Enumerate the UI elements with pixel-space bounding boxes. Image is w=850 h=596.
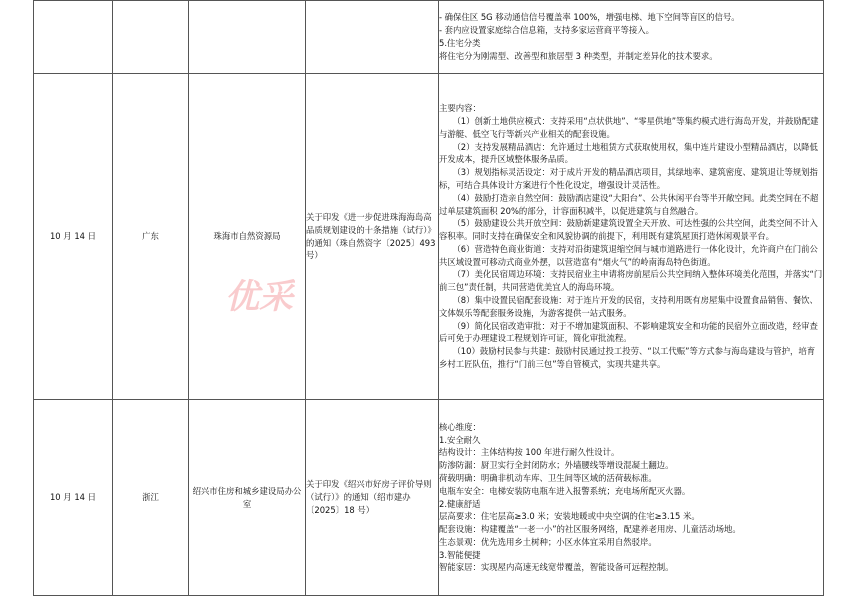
- content-line: 2.健康舒适: [439, 498, 481, 509]
- region-cell: 广东: [113, 74, 189, 400]
- content-line: 核心维度：: [439, 421, 481, 432]
- region-cell: [113, 1, 189, 74]
- content-line: （10）鼓励村民参与共建：鼓励村民通过投工投劳、“以工代赈”等方式参与海岛建设与管护，培育乡村工匠队伍，推行“门前三包”等自管模式，实现共建共享。: [439, 346, 816, 370]
- content-cell: [439, 1, 824, 74]
- date-cell: 10 月 14 日: [34, 74, 113, 400]
- content-line: 荷载明确：明确非机动车库、卫生间等区域的活荷载标准。: [439, 472, 657, 483]
- agency-cell: [189, 1, 306, 74]
- agency-cell: 绍兴市住房和城乡建设局办公室: [189, 400, 306, 596]
- content-line: （1）创新土地供应模式：支持采用“点状供地”、“零星供地”等集约模式进行海岛开发，并鼓励配建与游艇、低空飞行等新兴产业相关的配套设施。: [439, 115, 819, 139]
- content-line: （5）鼓励建设公共开放空间：鼓励新建建筑设置全天开放、可达性强的公共空间，此类空间不计入容积率。同时支持在确保安全和风貌协调的前提下，利用既有建筑屋顶打造休闲观景平台。: [439, 218, 818, 242]
- table-row: [34, 400, 824, 596]
- region-cell: 浙江: [113, 400, 189, 596]
- content-line: 1.安全耐久: [439, 434, 481, 445]
- content-line: 结构设计：主体结构按 100 年进行耐久性设计。: [439, 447, 620, 458]
- content-line: - 确保住区 5G 移动通信信号覆盖率 100%，增强电梯、地下空间等盲区的信号。: [439, 12, 740, 23]
- title-cell: [306, 1, 439, 74]
- content-cell: [439, 74, 824, 400]
- content-line: 将住宅分为刚需型、改善型和旅居型 3 种类型，并制定差异化的技术要求。: [439, 50, 718, 61]
- content-line: - 套内应设置家庭综合信息箱，支持多家运营商平等接入。: [439, 25, 655, 36]
- content-line: （2）支持发展精品酒店：允许通过土地租赁方式获取使用权，集中连片建设小型精品酒店，以降低开发成本，提升区域整体服务品质。: [439, 141, 818, 165]
- content-cell: [439, 400, 824, 596]
- content-line: 电瓶车安全：电梯安装防电瓶车进入报警系统；充电场所配灭火器。: [439, 485, 691, 496]
- content-line: （8）集中设置民宿配套设施：对于连片开发的民宿，支持利用既有房屋集中设置食品销售、餐饮、文体娱乐等配套服务设施，为游客提供一站式服务。: [439, 295, 818, 318]
- content-line: 5.住宅分类: [439, 38, 481, 48]
- watermark-text: 优采: [225, 277, 293, 316]
- title-cell: 关于印发《进一步促进珠海海岛高品质规划建设的十条措施（试行）》的通知（珠自然资字〔2025〕493 号）: [306, 74, 439, 400]
- content-line: 生态景观：优先选用乡土树种；小区水体宜采用自然驳岸。: [439, 536, 657, 547]
- content-line: （9）简化民宿改造审批：对于不增加建筑面积、不影响建筑安全和功能的民宿外立面改造，经审查后可免于办理建设工程规划许可证，简化审批流程。: [439, 320, 818, 344]
- title-cell: 关于印发《绍兴市好房子评价导则（试行）》的通知（绍市建办〔2025〕18 号）: [306, 400, 439, 596]
- content-line: （7）美化民宿周边环境：支持民宿业主申请将房前屋后公共空间纳入整体环境美化范围，并落实“门前三包”责任制，共同营造优美宜人的海岛环境。: [439, 269, 823, 293]
- agency-cell: 珠海市自然资源局: [189, 74, 306, 400]
- content-line: 3.智能便捷: [439, 549, 481, 560]
- content-line: 主要内容：: [439, 103, 481, 114]
- content-line: 防渗防漏：厨卫实行全封闭防水；外墙腰线等增设混凝土翻边。: [439, 460, 674, 471]
- table-row: [34, 1, 824, 74]
- date-cell: 10 月 14 日: [34, 400, 113, 596]
- watermark-logo: [225, 272, 295, 316]
- content-line: （4）鼓励打造亲自然空间：鼓励酒店建设“大阳台”、公共休闲平台等半开敞空间。此类空间在不超过单层建筑面积 20%的部分，计容面积减半，以促进建筑与自然融合。: [439, 192, 819, 216]
- content-line: （6）营造特色商业街道：支持对沿街建筑退缩空间与城市道路进行一体化设计，允许商户在门前公共区域设置可移动式商业外摆，以营造富有“烟火气”的岭南海岛特色街道。: [439, 243, 818, 267]
- content-line: （3）规划指标灵活设定：对于成片开发的精品酒店项目，其绿地率、建筑密度、建筑退让等规划指标，可结合具体设计方案进行个性化设定，增强设计灵活性。: [439, 167, 818, 190]
- policy-table: [33, 0, 824, 596]
- content-line: 配套设施：构建覆盖“一老一小”的社区服务网络，配建养老用房、儿童活动场地。: [439, 524, 741, 535]
- content-line: 层高要求：住宅层高≥3.0 米；安装地暖或中央空调的住宅≥3.15 米。: [439, 511, 700, 522]
- table-row: [34, 74, 824, 400]
- date-cell: [34, 1, 113, 74]
- content-line: 智能家居：实现屋内高速无线宽带覆盖，智能设备可远程控制。: [439, 562, 674, 573]
